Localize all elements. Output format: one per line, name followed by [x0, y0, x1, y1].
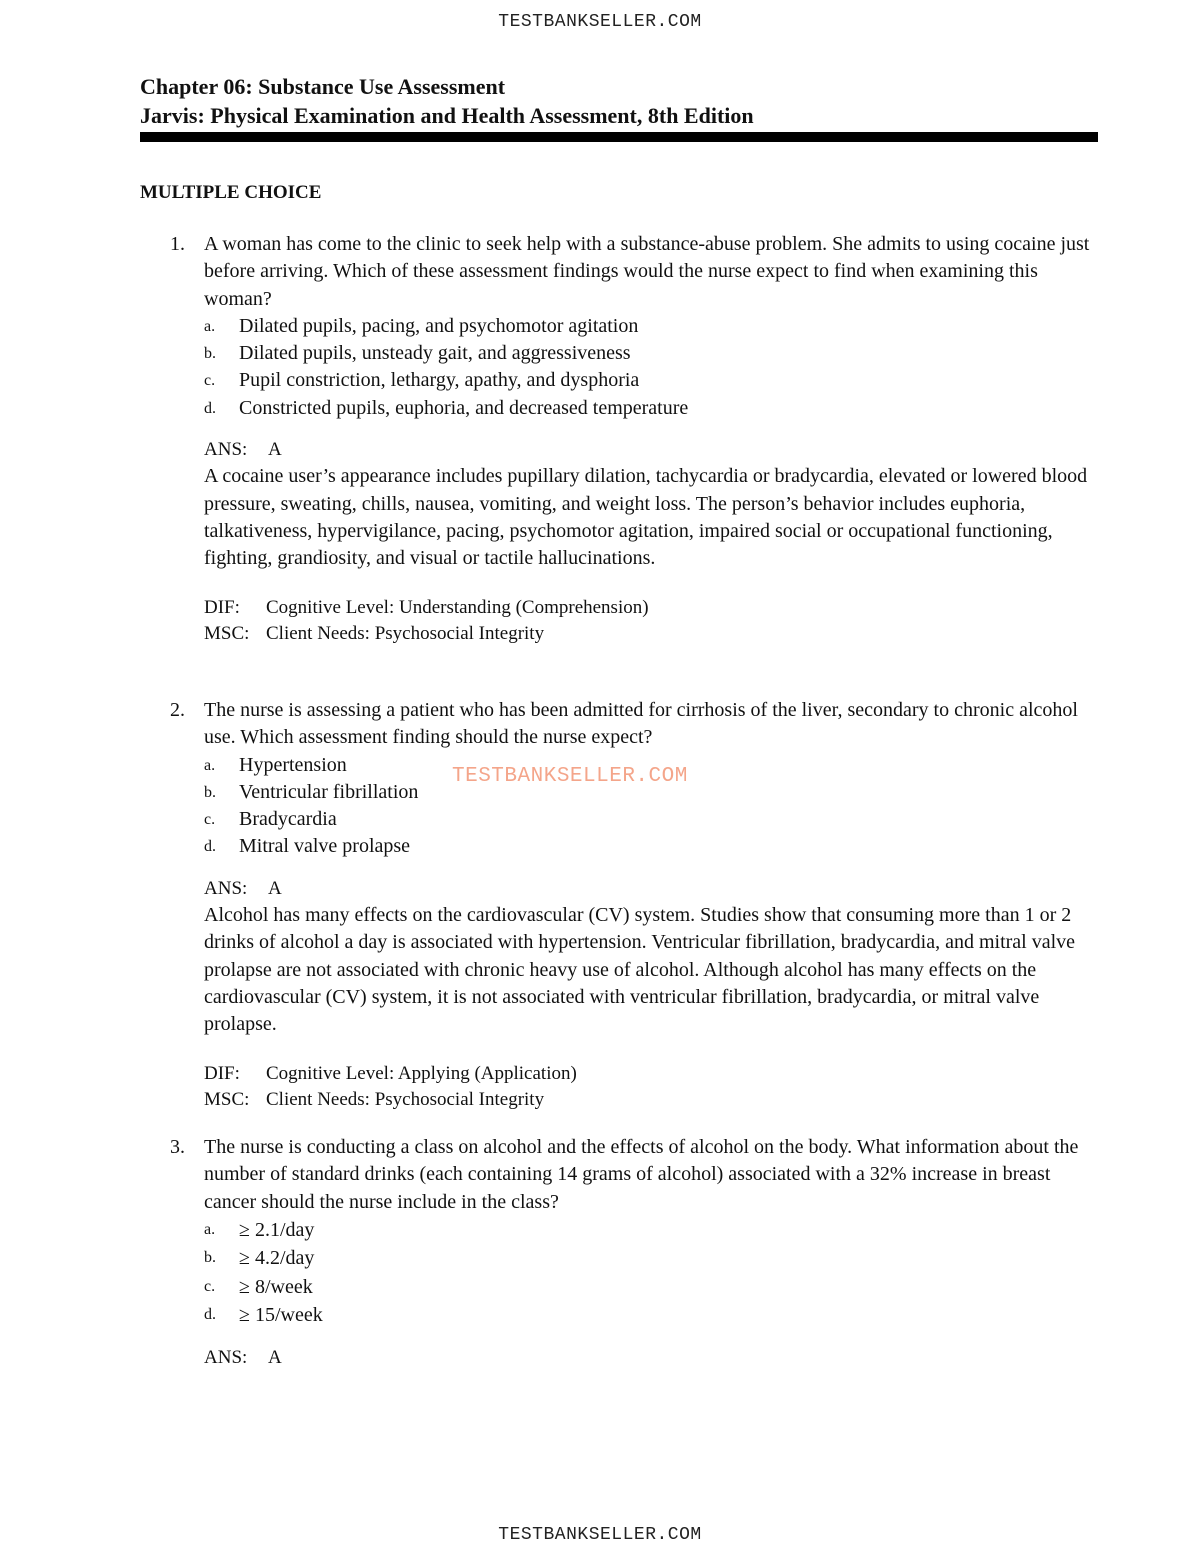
- option-letter: d.: [204, 1306, 216, 1324]
- option-letter: c.: [204, 1277, 216, 1295]
- option-text: Constricted pupils, euphoria, and decreased temperature: [239, 396, 689, 419]
- msc-line: [204, 1087, 1100, 1113]
- answer-line: [204, 1344, 1100, 1371]
- option-letter: a.: [204, 756, 216, 774]
- option-letter: a.: [204, 1220, 216, 1238]
- watermark-bottom: TESTBANKSELLER.COM: [498, 1525, 702, 1545]
- option-d: [204, 1301, 1100, 1330]
- answer-value: A: [268, 1346, 282, 1368]
- document-header: [140, 72, 1098, 142]
- msc-label: MSC:: [204, 622, 250, 644]
- options-list: [170, 1216, 1100, 1330]
- watermark-top: TESTBANKSELLER.COM: [498, 12, 702, 32]
- option-letter: a.: [204, 317, 216, 335]
- chapter-title: Chapter 06: Substance Use Assessment: [140, 74, 506, 99]
- option-letter: d.: [204, 838, 216, 856]
- option-letter: c.: [204, 372, 216, 390]
- dif-label: DIF:: [204, 1062, 240, 1084]
- question-stem: A woman has come to the clinic to seek help with a substance-abuse problem. She admits to using cocaine just before arriving. Which of these assessment findings would the nurse expect to find when examining this woman?: [204, 233, 1090, 310]
- dif-value: Cognitive Level: Applying (Application): [266, 1062, 577, 1084]
- option-text: Pupil constriction, lethargy, apathy, and dysphoria: [239, 369, 640, 392]
- option-b: [204, 340, 1100, 367]
- question-3: [170, 1134, 1100, 1371]
- answer-line: [204, 875, 1100, 902]
- question-number: 3.: [170, 1136, 185, 1158]
- rationale-text: Alcohol has many effects on the cardiovascular (CV) system. Studies show that consuming more than 1 or 2 drinks of alcohol a day is associated with hypertension. Ventricular fibrillation, bradycardia, and mitral valve prolapse are not associated with chronic heavy use of alcohol. Although alcohol has many effects on the cardiovascular (CV) system, it is not associated with ventricular fibrillation, bradycardia, or mitral valve prolapse.: [204, 904, 1076, 1036]
- option-c: [204, 1273, 1100, 1302]
- option-text: ≥ 8/week: [239, 1275, 313, 1298]
- option-text: Dilated pupils, unsteady gait, and aggressiveness: [239, 342, 631, 365]
- dif-value: Cognitive Level: Understanding (Comprehension): [266, 596, 649, 618]
- answer-line: [204, 436, 1100, 463]
- answer-value: A: [268, 439, 282, 461]
- question-number: 2.: [170, 699, 185, 721]
- header-rule: [140, 132, 1098, 142]
- option-letter: b.: [204, 783, 216, 801]
- option-letter: c.: [204, 811, 216, 829]
- option-b: [204, 1244, 1100, 1273]
- msc-value: Client Needs: Psychosocial Integrity: [266, 622, 545, 644]
- question-number: 1.: [170, 233, 185, 255]
- rationale-text: A cocaine user’s appearance includes pupillary dilation, tachycardia or bradycardia, elevated or lowered blood pressure, sweating, chills, nausea, vomiting, and weight loss. The person’s behavior includes euphoria, talkativeness, hypervigilance, pacing, psychomotor agitation, impaired social or occupational functioning, fighting, grandiosity, and visual or tactile hallucinations.: [204, 465, 1088, 570]
- option-text: Mitral valve prolapse: [239, 835, 411, 858]
- option-text: Bradycardia: [239, 808, 337, 831]
- question-stem: The nurse is assessing a patient who has been admitted for cirrhosis of the liver, secondary to chronic alcohol use. Which assessment finding should the nurse expect?: [204, 699, 1078, 749]
- question-stem: The nurse is conducting a class on alcohol and the effects of alcohol on the body. What information about the number of standard drinks (each containing 14 grams of alcohol) associated with a 32% increase in breast cancer should the nurse include in the class?: [204, 1136, 1079, 1213]
- question-2: [170, 697, 1100, 1113]
- option-d: [204, 395, 1100, 422]
- question-meta: [204, 595, 1100, 647]
- options-list: [170, 313, 1100, 422]
- answer-label: ANS:: [204, 439, 248, 461]
- option-text: ≥ 2.1/day: [239, 1218, 315, 1241]
- option-a: [204, 313, 1100, 340]
- answer-value: A: [268, 877, 282, 899]
- answer-label: ANS:: [204, 1346, 248, 1368]
- option-letter: d.: [204, 399, 216, 417]
- option-text: Dilated pupils, pacing, and psychomotor agitation: [239, 314, 639, 337]
- difficulty-line: [204, 595, 1100, 621]
- dif-label: DIF:: [204, 596, 240, 618]
- watermark-middle: TESTBANKSELLER.COM: [452, 765, 688, 788]
- option-c: [204, 367, 1100, 394]
- msc-label: MSC:: [204, 1088, 250, 1110]
- option-letter: b.: [204, 345, 216, 363]
- option-text: Hypertension: [239, 753, 347, 776]
- section-title: MULTIPLE CHOICE: [140, 182, 322, 203]
- msc-line: [204, 621, 1100, 647]
- question-meta: [204, 1061, 1100, 1113]
- question-1: [170, 231, 1100, 647]
- option-letter: b.: [204, 1249, 216, 1267]
- option-c: [204, 806, 1100, 833]
- msc-value: Client Needs: Psychosocial Integrity: [266, 1088, 545, 1110]
- option-text: ≥ 15/week: [239, 1304, 323, 1327]
- answer-label: ANS:: [204, 877, 248, 899]
- difficulty-line: [204, 1061, 1100, 1087]
- book-title: Jarvis: Physical Examination and Health Assessment, 8th Edition: [140, 103, 754, 128]
- option-text: Ventricular fibrillation: [239, 780, 419, 803]
- option-a: [204, 1216, 1100, 1245]
- option-d: [204, 833, 1100, 860]
- option-text: ≥ 4.2/day: [239, 1247, 315, 1270]
